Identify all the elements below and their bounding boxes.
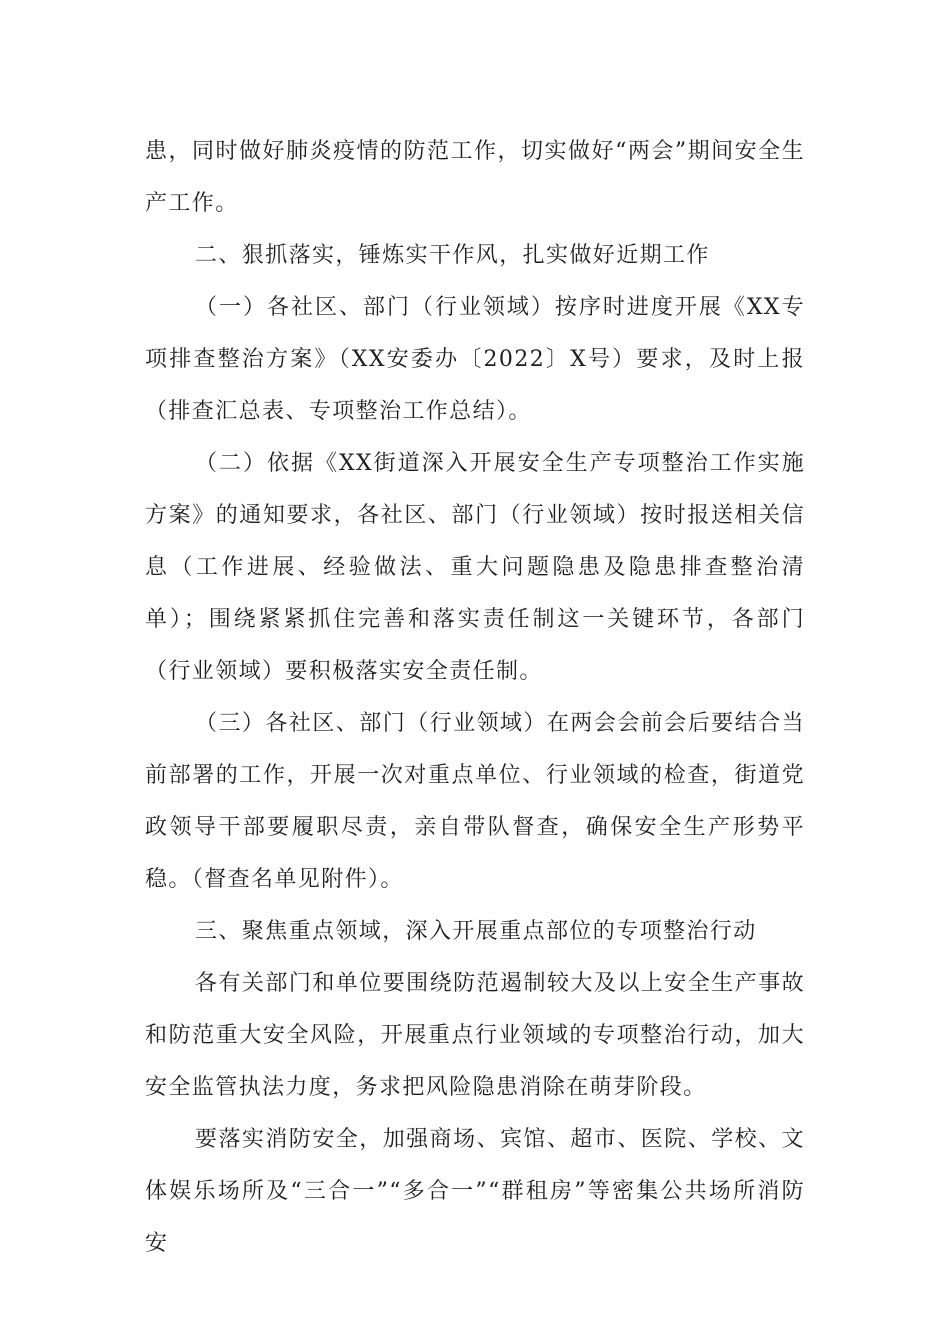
paragraph-continuation: 患，同时做好肺炎疫情的防范工作，切实做好“两会”期间安全生产工作。 — [145, 139, 805, 216]
section-heading-3: 三、聚焦重点领域，深入开展重点部位的专项整治行动 — [195, 919, 757, 944]
paragraph-body-2: 要落实消防安全，加强商场、宾馆、超市、医院、学校、文体娱乐场所及“三合一”“多合一”“群租房”等密集公共场所消防安 — [145, 1127, 805, 1256]
document-body — [145, 126, 805, 1270]
paragraph-item-2: （二）依据《XX街道深入开展安全生产专项整治工作实施方案》的通知要求，各社区、部门（行业领域）按时报送相关信息（工作进展、经验做法、重大问题隐患及隐患排查整治清单）；围绕紧紧抓住完善和落实责任制这一关键环节，各部门（行业领域）要积极落实安全责任制。 — [145, 451, 805, 684]
paragraph-item-1: （一）各社区、部门（行业领域）按序时进度开展《XX专项排查整治方案》（XX安委办〔2022〕X号）要求，及时上报（排查汇总表、专项整治工作总结）。 — [145, 295, 805, 424]
paragraph-body-1: 各有关部门和单位要围绕防范遏制较大及以上安全生产事故和防范重大安全风险，开展重点行业领域的专项整治行动，加大安全监管执法力度，务求把风险隐患消除在萌芽阶段。 — [145, 971, 805, 1100]
paragraph-item-3: （三）各社区、部门（行业领域）在两会会前会后要结合当前部署的工作，开展一次对重点单位、行业领域的检查，街道党政领导干部要履职尽责，亲自带队督查，确保安全生产形势平稳。（督查名单见附件）。 — [145, 711, 805, 892]
section-heading-2: 二、狠抓落实，锤炼实干作风，扎实做好近期工作 — [195, 243, 710, 268]
